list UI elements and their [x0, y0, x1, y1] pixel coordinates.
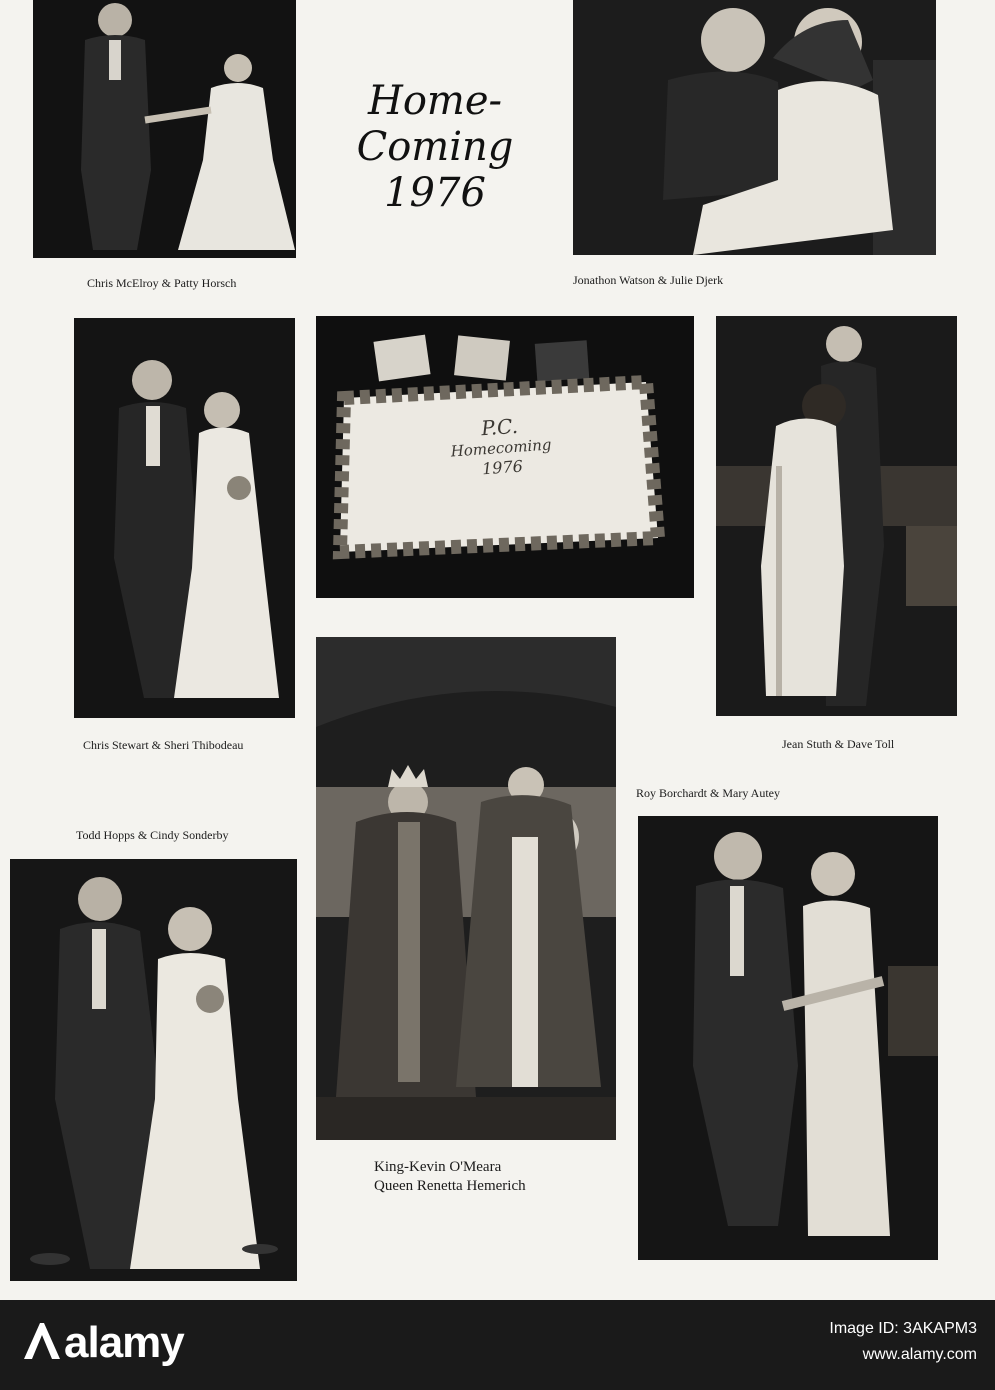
image-id: Image ID: 3AKAPM3 [829, 1320, 977, 1337]
cake-text [414, 410, 588, 484]
caption-mcelroy-horsch: Chris McElroy & Patty Horsch [87, 276, 237, 290]
caption-stuth-toll: Jean Stuth & Dave Toll [782, 737, 895, 751]
site-url[interactable]: www.alamy.com [862, 1346, 977, 1363]
cake-line-2: Homecoming [450, 435, 553, 461]
caption-hopps-sonderby: Todd Hopps & Cindy Sonderby [76, 828, 229, 842]
page-title [330, 78, 540, 216]
title-line-2: Coming [356, 124, 514, 170]
caption-queen: Queen Renetta Hemerich [374, 1178, 526, 1194]
photo-stuth-toll [716, 316, 957, 716]
caption-watson-djerk: Jonathon Watson & Julie Djerk [573, 273, 724, 287]
title-line-1: Home- [367, 78, 503, 124]
caption-king: King-Kevin O'Meara [374, 1159, 502, 1175]
alamy-logo [20, 1318, 184, 1368]
cake-line-3: 1976 [481, 456, 524, 479]
caption-borchardt-autey: Roy Borchardt & Mary Autey [636, 786, 780, 800]
cake-line-1: P.C. [480, 413, 519, 441]
caption-stewart-thibodeau: Chris Stewart & Sheri Thibodeau [83, 738, 244, 752]
photo-watson-djerk [573, 0, 936, 255]
photo-mcelroy-horsch [33, 0, 296, 258]
photo-homecoming-cake [316, 316, 694, 598]
alamy-logo-text: alamy [64, 1318, 184, 1367]
alamy-a-icon [20, 1319, 64, 1363]
photo-hopps-sonderby [10, 859, 297, 1281]
photo-stewart-thibodeau [74, 318, 295, 718]
photo-borchardt-autey [638, 816, 938, 1260]
photo-king-queen [316, 637, 616, 1140]
stock-image-info [829, 1316, 977, 1368]
title-line-3: 1976 [384, 170, 486, 216]
caption-king-queen [374, 1158, 526, 1196]
